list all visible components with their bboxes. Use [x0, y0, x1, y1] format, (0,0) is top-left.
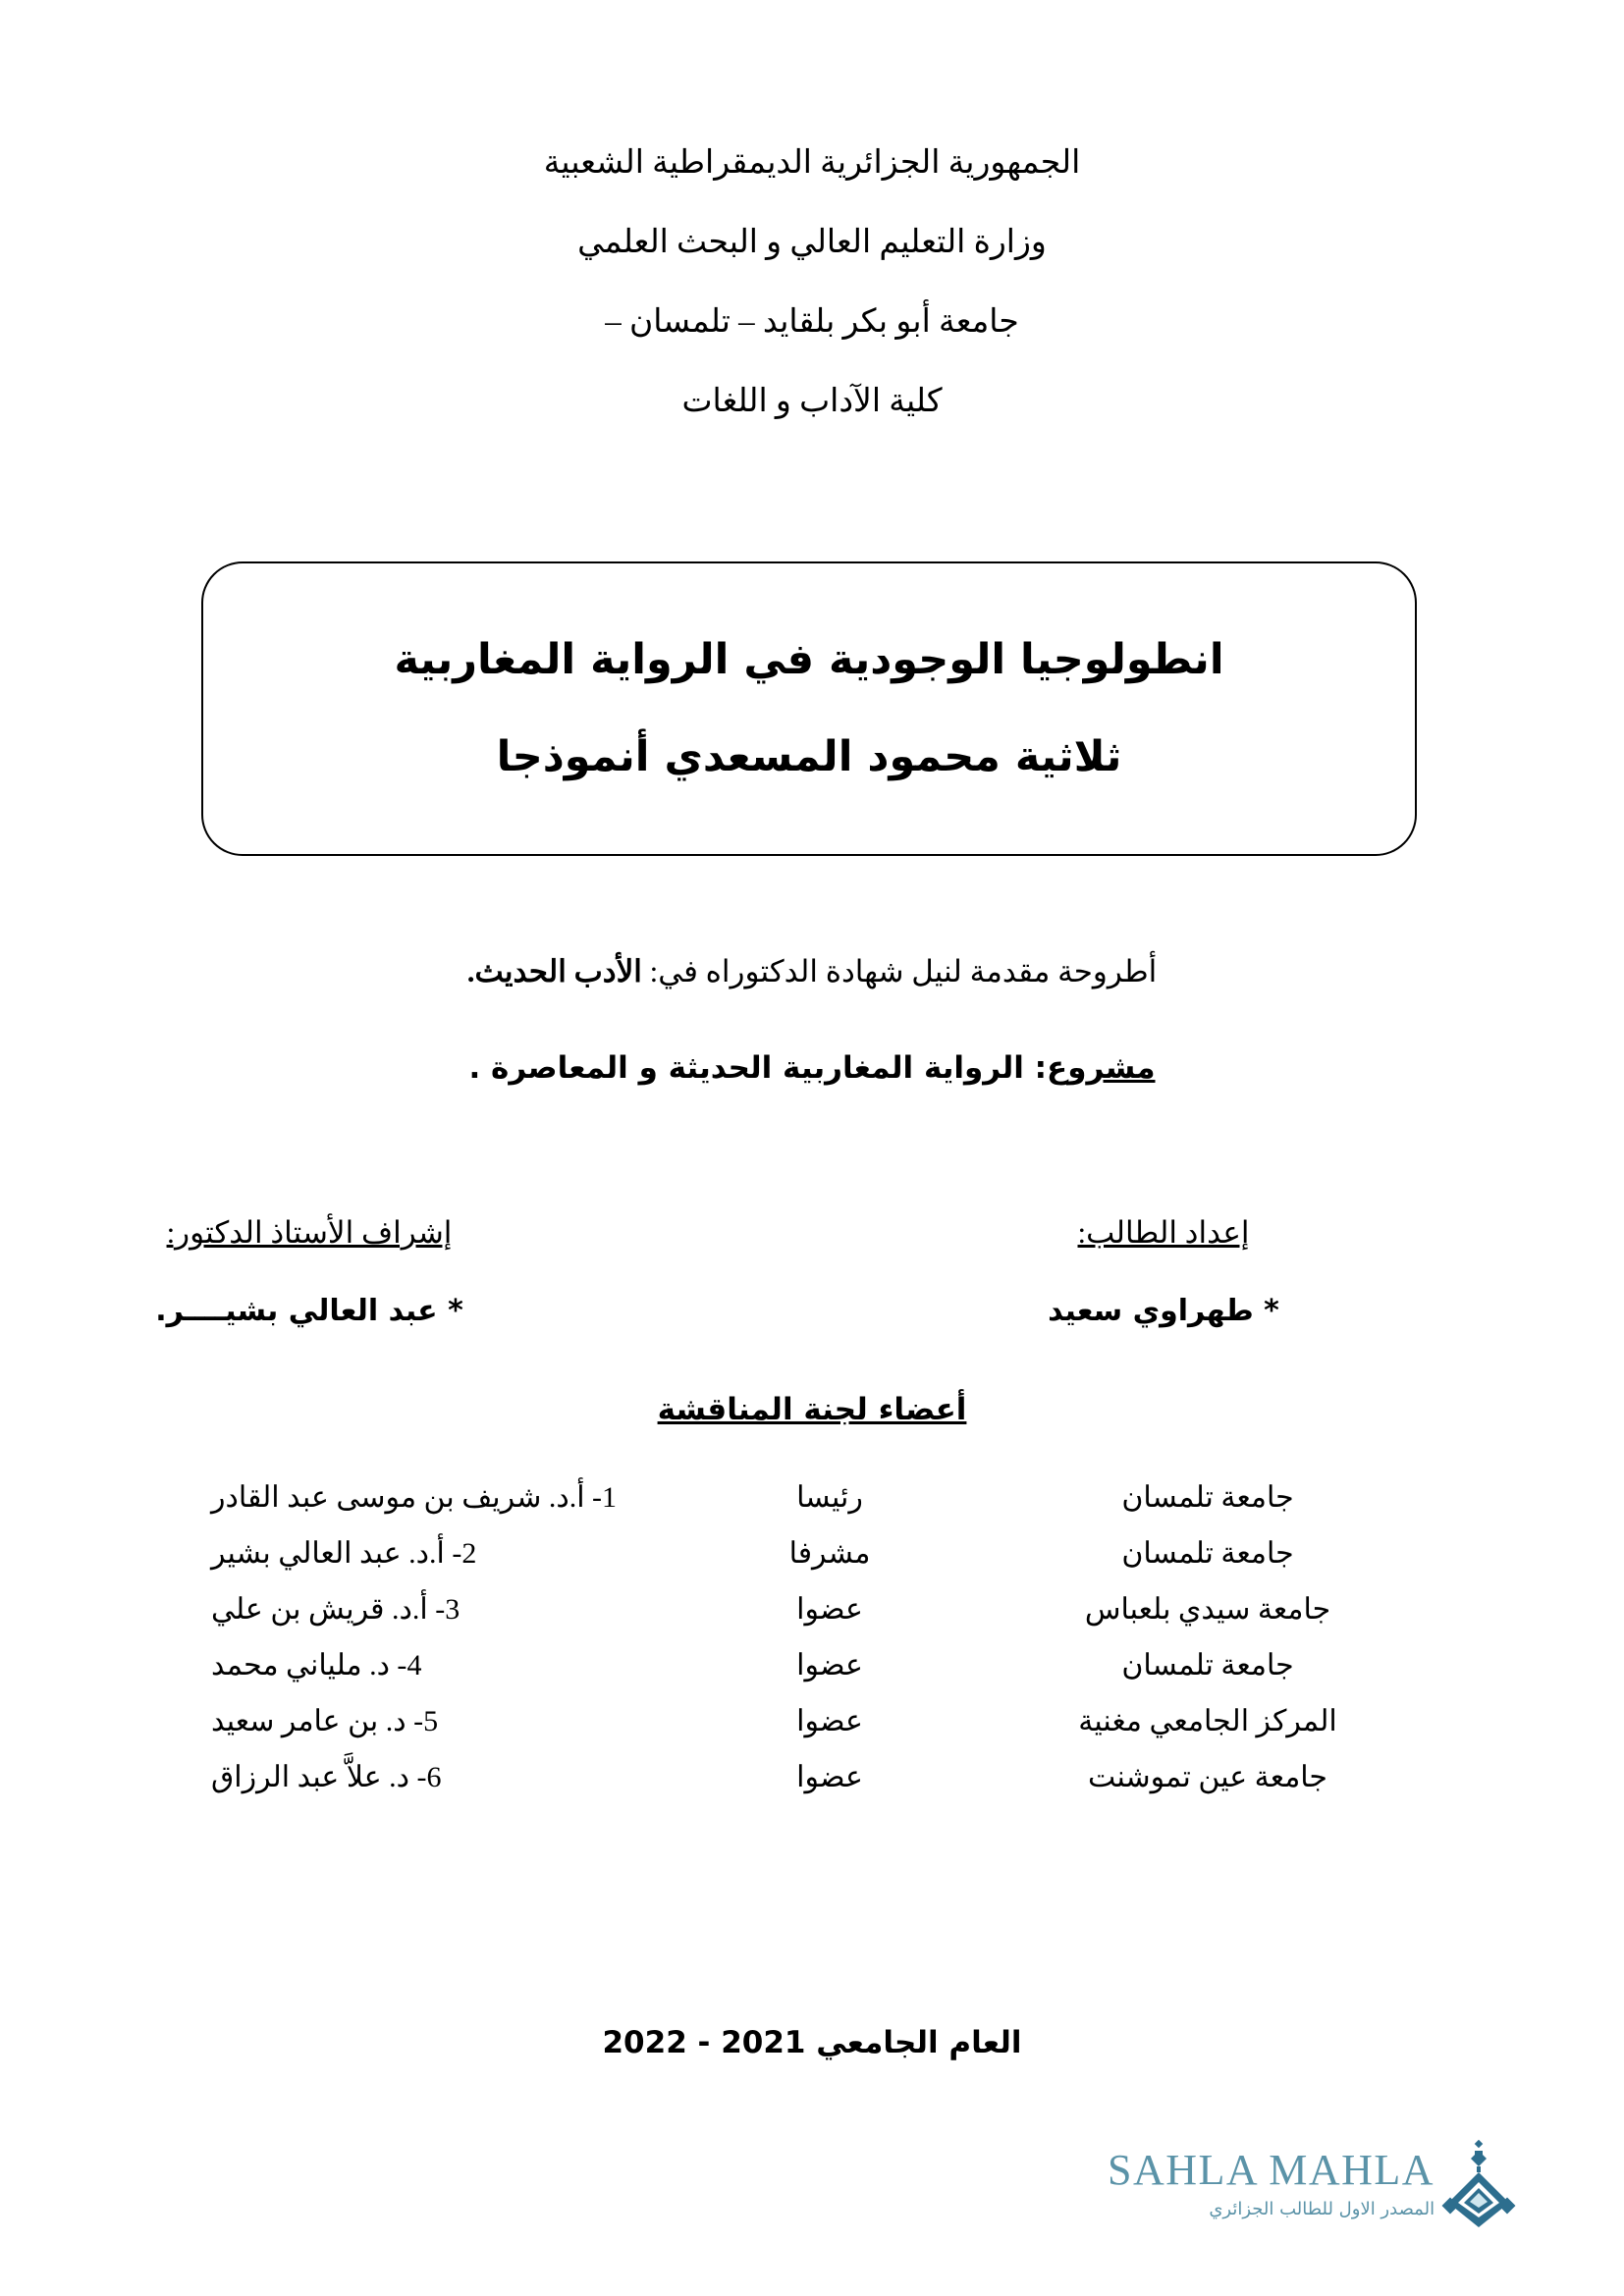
thesis-title-main: انطولوجيا الوجودية في الرواية المغاربية	[394, 634, 1224, 684]
institution-header	[0, 147, 1624, 418]
thesis-title-subtitle: ثلاثية محمود المسعدي أنموذجا	[496, 732, 1122, 781]
degree-specialty: الأدب الحديث.	[466, 954, 642, 988]
sahla-mahla-watermark	[1108, 2115, 1520, 2253]
thesis-title-box	[201, 561, 1417, 856]
research-project-separator: :	[1023, 1050, 1048, 1086]
table-row	[187, 1480, 1438, 1536]
table-row	[187, 1648, 1438, 1704]
committee-university: المركز الجامعي مغنية	[1078, 1705, 1337, 1737]
supervisor-name: * عبد العالي بشيــــر.	[155, 1294, 463, 1328]
committee-university: جامعة عين تموشنت	[1088, 1761, 1327, 1793]
watermark-tagline: المصدر الاول للطالب الجزائري	[1209, 2199, 1435, 2219]
table-row	[187, 1760, 1438, 1816]
committee-member-name: 4- د. ملياني محمد	[211, 1649, 422, 1682]
watermark-brand: SAHLA MAHLA	[1108, 2146, 1435, 2194]
academic-year: العام الجامعي 2021 - 2022	[602, 2025, 1022, 2060]
supervisor-column	[147, 1215, 471, 1328]
watermark-text-group	[1108, 2146, 1435, 2219]
supervisor-label: إشراف الأستاذ الدكتور:	[166, 1215, 453, 1250]
header-line-university: جامعة أبو بكر بلقايد – تلمسان –	[605, 304, 1019, 340]
committee-member-name: 5- د. بن عامر سعيد	[211, 1705, 439, 1737]
committee-member-name: 3- أ.د. قريش بن علي	[211, 1593, 460, 1626]
committee-member-name: 1- أ.د. شريف بن موسى عبد القادر	[211, 1481, 618, 1514]
committee-heading	[0, 1392, 1624, 1427]
research-project-value: الرواية المغاربية الحديثة و المعاصرة .	[468, 1050, 1024, 1086]
research-project-line	[0, 1050, 1624, 1086]
header-line-faculty: كلية الآداب و اللغات	[681, 384, 943, 419]
committee-university: جامعة تلمسان	[1121, 1481, 1294, 1514]
research-project-label: مشروع	[1047, 1050, 1156, 1086]
committee-role: رئيسا	[796, 1481, 863, 1514]
committee-heading-text: أعضاء لجنة المناقشة	[657, 1392, 967, 1427]
committee-role: عضوا	[796, 1761, 863, 1793]
committee-university: جامعة سيدي بلعباس	[1084, 1593, 1331, 1626]
table-row	[187, 1592, 1438, 1648]
degree-statement-prefix: أطروحة مقدمة لنيل شهادة الدكتوراه في:	[641, 954, 1158, 988]
table-row	[187, 1704, 1438, 1760]
header-line-ministry: وزارة التعليم العالي و البحث العلمي	[577, 225, 1047, 260]
header-line-country: الجمهورية الجزائرية الديمقراطية الشعبية	[543, 145, 1081, 181]
authorship-block	[128, 1215, 1375, 1328]
committee-university: جامعة تلمسان	[1121, 1537, 1294, 1570]
diamond-ornament-icon	[1440, 2139, 1517, 2229]
committee-role: مشرفا	[788, 1537, 871, 1570]
committee-member-name: 2- أ.د. عبد العالي بشير	[211, 1537, 477, 1570]
committee-table	[187, 1480, 1438, 1816]
committee-member-name: 6- د. علاَّ عبد الرزاق	[211, 1761, 442, 1793]
student-column	[1001, 1215, 1326, 1328]
table-row	[187, 1536, 1438, 1592]
student-label: إعداد الطالب:	[1077, 1215, 1250, 1250]
committee-role: عضوا	[796, 1649, 863, 1682]
student-name: * طهراوي سعيد	[1048, 1294, 1279, 1328]
committee-role: عضوا	[796, 1705, 863, 1737]
committee-university: جامعة تلمسان	[1121, 1649, 1294, 1682]
degree-statement	[0, 954, 1624, 989]
committee-role: عضوا	[796, 1593, 863, 1626]
